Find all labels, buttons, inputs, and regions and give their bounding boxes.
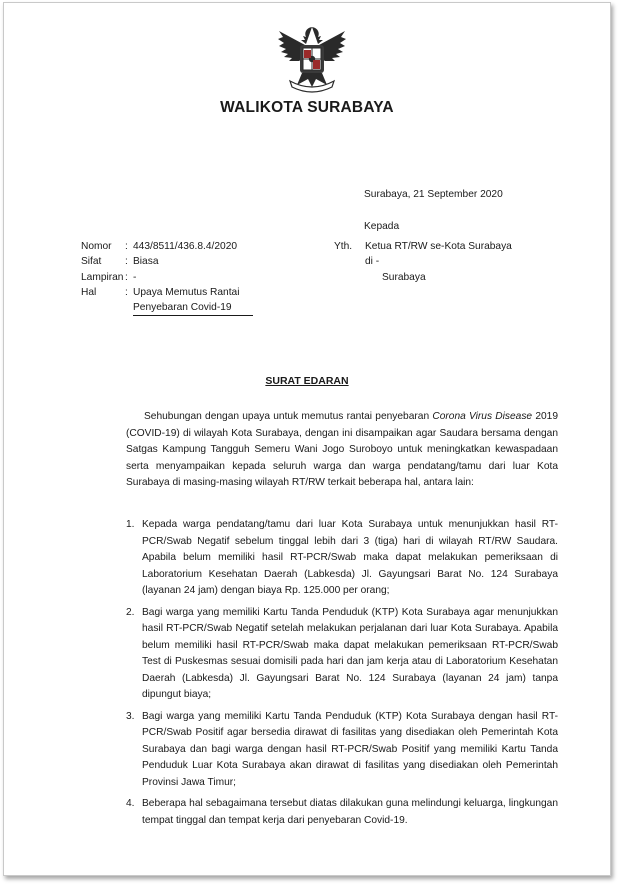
meta-label: Hal — [81, 286, 97, 298]
meta-separator: : — [125, 271, 128, 283]
letter-title: SURAT EDARAN — [265, 375, 349, 387]
intro-text-end: 2019 (COVID-19) di wilayah Kota Surabaya, dengan ini disampaikan agar Saudara bersama dengan Satgas Kampung Tangguh Semeru Wani Jogo Suroboyo untuk meningkatkan kewaspadaan serta menyampaikan kepada seluruh warga dan warga pendatang/tamu dari luar Kota Surabaya di masing-masing wilayah RT/RW terkait beberapa hal, antara lain: — [126, 411, 558, 489]
recipient-name: Ketua RT/RW se-Kota Surabaya — [365, 241, 512, 252]
list-item — [126, 709, 558, 792]
recipient-di: di - — [365, 256, 380, 268]
list-item — [126, 605, 558, 704]
meta-value: Biasa — [133, 256, 159, 268]
garuda-pancasila-emblem-icon — [275, 21, 349, 95]
meta-separator: : — [125, 241, 128, 252]
intro-paragraph — [126, 409, 558, 492]
meta-hal — [81, 285, 253, 317]
meta-label: Sifat — [81, 256, 102, 268]
kepada-label: Kepada — [364, 221, 400, 232]
list-item-text: Bagi warga yang memiliki Kartu Tanda Penduduk (KTP) Kota Surabaya agar menunjukkan hasil RT-PCR/Swab Negatif setelah melakukan perjalanan dari luar Kota Surabaya. Apabila belum memiliki hasil RT-PCR/Swab maka dapat melakukan pemeriksaan RT-PCR/Swab Test di Puskesmas sesuai domisili pada hari dan jam kerja atau di Laboratorium Kesehatan Daerah (Labkesda) Jl. Gayungsari Barat No. 124 Surabaya (layanan 24 jam) tanpa dipungut biaya; — [142, 606, 558, 701]
list-item-number: 2. — [126, 606, 135, 618]
intro-text-start: Sehubungan dengan upaya untuk memutus rantai penyebaran — [144, 411, 433, 422]
list-item — [126, 796, 558, 829]
intro-italic-term: Corona Virus Disease — [432, 411, 533, 422]
meta-lampiran — [81, 270, 253, 285]
list-item-text: Bagi warga yang memiliki Kartu Tanda Penduduk (KTP) Kota Surabaya dengan hasil RT-PCR/Swab Positif agar bersedia dirawat di fasilitas yang disediakan oleh Pemerintah Kota Surabaya dan bagi warga dengan hasil RT-PCR/Swab Positif yang memiliki Kartu Tanda Penduduk Luar Kota Surabaya akan dirawat di fasilitas yang disediakan oleh Pemerintah Provinsi Jawa Timur; — [142, 710, 558, 788]
list-item-text: Beberapa hal sebagaimana tersebut diatas dilakukan guna melindungi keluarga, lingkungan tempat tinggal dan tempat kerja dari penyebaran Covid-19. — [142, 798, 558, 826]
list-item-number: 1. — [126, 519, 135, 530]
letter-page — [3, 2, 611, 876]
letterhead-title: WALIKOTA SURABAYA — [220, 99, 394, 116]
list-item-text: Kepada warga pendatang/tamu dari luar Kota Surabaya untuk menunjukkan hasil RT-PCR/Swab Negatif sebelum tinggal lebih dari 3 (tiga) hari di wilayah RT/RW Saudara. Apabila belum memiliki hasil RT-PCR/Swab maka dapat melakukan pemeriksaan di Laboratorium Kesehatan Daerah (Labkesda) Jl. Gayungsari Barat No. 124 Surabaya (layanan 24 jam) dengan biaya Rp. 125.000 per orang; — [142, 519, 558, 597]
meta-nomor — [81, 239, 253, 254]
recipient-city: Surabaya — [382, 271, 426, 283]
list-item — [126, 517, 558, 600]
meta-separator: : — [125, 256, 128, 268]
meta-label: Nomor — [81, 241, 112, 252]
meta-label: Lampiran — [81, 271, 124, 283]
list-item-number: 3. — [126, 710, 135, 722]
letter-meta — [81, 239, 253, 316]
recipient-block — [334, 239, 512, 285]
meta-value: 443/8511/436.8.4/2020 — [133, 241, 238, 252]
instruction-list — [126, 517, 558, 834]
meta-value: - — [133, 271, 137, 283]
meta-sifat — [81, 254, 253, 269]
list-item-number: 4. — [126, 798, 135, 810]
letter-date: Surabaya, 21 September 2020 — [364, 189, 503, 200]
meta-value: Upaya Memutus Rantai Penyebaran Covid-19 — [133, 285, 253, 317]
meta-separator: : — [125, 286, 128, 298]
yth-label: Yth. — [334, 241, 353, 252]
